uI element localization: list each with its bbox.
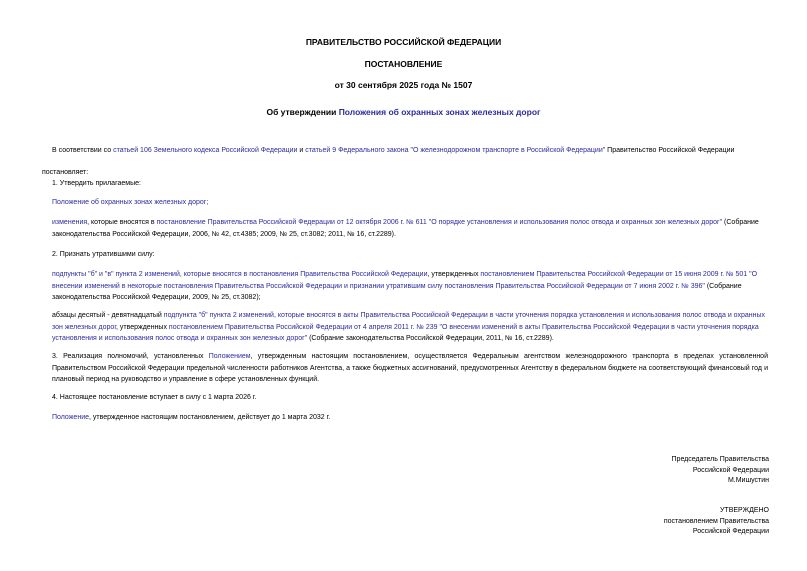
- subparagraph-b-link[interactable]: подпункта "б" пункта 2 изменений, которые вносятся в акты Правительства Российской Федерации в части уточнения порядка установления и использования полос отвода и охранных зон железных дорог: [52, 312, 766, 331]
- document-type: ПОСТАНОВЛЕНИЕ: [364, 59, 443, 69]
- regulation-validity-link[interactable]: Положение: [52, 414, 89, 421]
- item-3-text-1: 3. Реализация полномочий, установленных: [52, 353, 209, 360]
- intro-text-1: В соответствии со: [52, 147, 114, 154]
- item-1: 1. Утвердить прилагаемые:: [52, 180, 141, 187]
- item-5-text: , утвержденное настоящим постановлением, действует до 1 марта 2032 г.: [89, 414, 331, 421]
- item-2b-text-2: (Собрание законодательства Российской Федерации, 2011, № 16, ст.2289).: [307, 335, 554, 343]
- item-1b-text-2: (Собрание законодательства Российской Федерации, 2006, № 42, ст.4385; 2009, № 25, ст.3082; 2011, № 16, ст.2289).: [52, 219, 759, 238]
- decree-239-link[interactable]: постановлением Правительства Российской Федерации от 4 апреля 2011 г. № 239 "О внесении изменений в акты Правительства Российской Федерации в части уточнения порядка установления и использования полос отвода и охранных зон железных дорог": [52, 323, 759, 343]
- title-prefix: Об утверждении: [266, 107, 339, 117]
- item-1b-text-1: , которые вносятся в: [87, 219, 157, 226]
- item-3: [52, 351, 768, 386]
- item-2b: [52, 310, 768, 345]
- land-code-link[interactable]: статьей 106 Земельного кодекса Российской Федерации: [113, 147, 298, 154]
- signature-line-3: М.Мишустин: [727, 477, 769, 484]
- item-2a-text-1: , утвержденных: [427, 271, 481, 278]
- resolves-text: постановляет:: [42, 169, 89, 176]
- decree-501-link[interactable]: постановлением Правительства Российской Федерации от 15 июня 2009 г. № 501 "О внесении изменений в некоторые постановления Правительства Российской Федерации и признании утратившим силу постановления Правительства Российской Федерации от 7 июня 2002 г. № 396": [52, 271, 758, 290]
- decree-611-link[interactable]: постановление Правительства Российской Федерации от 12 октября 2006 г. № 611 "О порядке установления и использования полос отвода и охранных зон железных дорог": [156, 219, 723, 226]
- approved-block: [664, 506, 769, 538]
- signature-line-1: Председатель Правительства: [671, 456, 769, 463]
- approved-line-2: постановлением Правительства: [663, 517, 769, 525]
- item-1b: [52, 217, 768, 240]
- item-2a: [52, 269, 768, 304]
- item-3-text-2: , утвержденным настоящим постановлением, осуществляется Федеральным агентством железнодорожного транспорта в пределах установленной Правительством Российской Федерации предельной численности работников Агентства, а также бюджетных ассигнований, предусмотренных Агентству в федеральном бюджете на соответствующий финансовый год и плановый период на руководство и управление в сфере установленных функций.: [52, 353, 768, 384]
- item-2a-text-2: (Собрание законодательства Российской Федерации, 2009, № 25, ст.3082);: [52, 282, 742, 302]
- item-2b-text-0: абзацы десятый - девятнадцатый: [52, 312, 164, 319]
- regulation-ref-link[interactable]: Положением: [208, 353, 251, 360]
- intro-text-2: и: [297, 147, 306, 154]
- intro-paragraph: [52, 145, 768, 157]
- subparagraphs-link[interactable]: подпункты "б" и "в" пункта 2 изменений, которые вносятся в постановления Правительства Российской Федерации: [52, 271, 428, 278]
- regulation-link[interactable]: Положение об охранных зонах железных дорог;: [52, 199, 209, 206]
- intro-text-3: Правительство Российской Федерации: [605, 147, 735, 154]
- item-4: 4. Настоящее постановление вступает в силу с 1 марта 2026 г.: [52, 394, 257, 401]
- item-2b-text-1: , утвержденных: [116, 323, 169, 331]
- document-title: [0, 107, 807, 117]
- document-date-number: от 30 сентября 2025 года № 1507: [334, 80, 473, 90]
- signature-line-2: Российской Федерации: [692, 466, 769, 474]
- approved-line-3: Российской Федерации: [692, 528, 769, 535]
- government-header: ПРАВИТЕЛЬСТВО РОССИЙСКОЙ ФЕДЕРАЦИИ: [305, 37, 502, 47]
- item-5: [52, 412, 768, 424]
- title-link[interactable]: Положения об охранных зонах железных дорог: [338, 107, 541, 117]
- item-2: 2. Признать утратившими силу:: [52, 251, 155, 258]
- railway-law-link[interactable]: статьей 9 Федерального закона "О железнодорожном транспорте в Российской Федерации": [305, 147, 606, 154]
- approved-line-1: УТВЕРЖДЕНО: [719, 507, 769, 514]
- amendments-link[interactable]: изменения: [52, 219, 88, 226]
- item-1a: [52, 197, 768, 209]
- signature-block: [672, 455, 769, 487]
